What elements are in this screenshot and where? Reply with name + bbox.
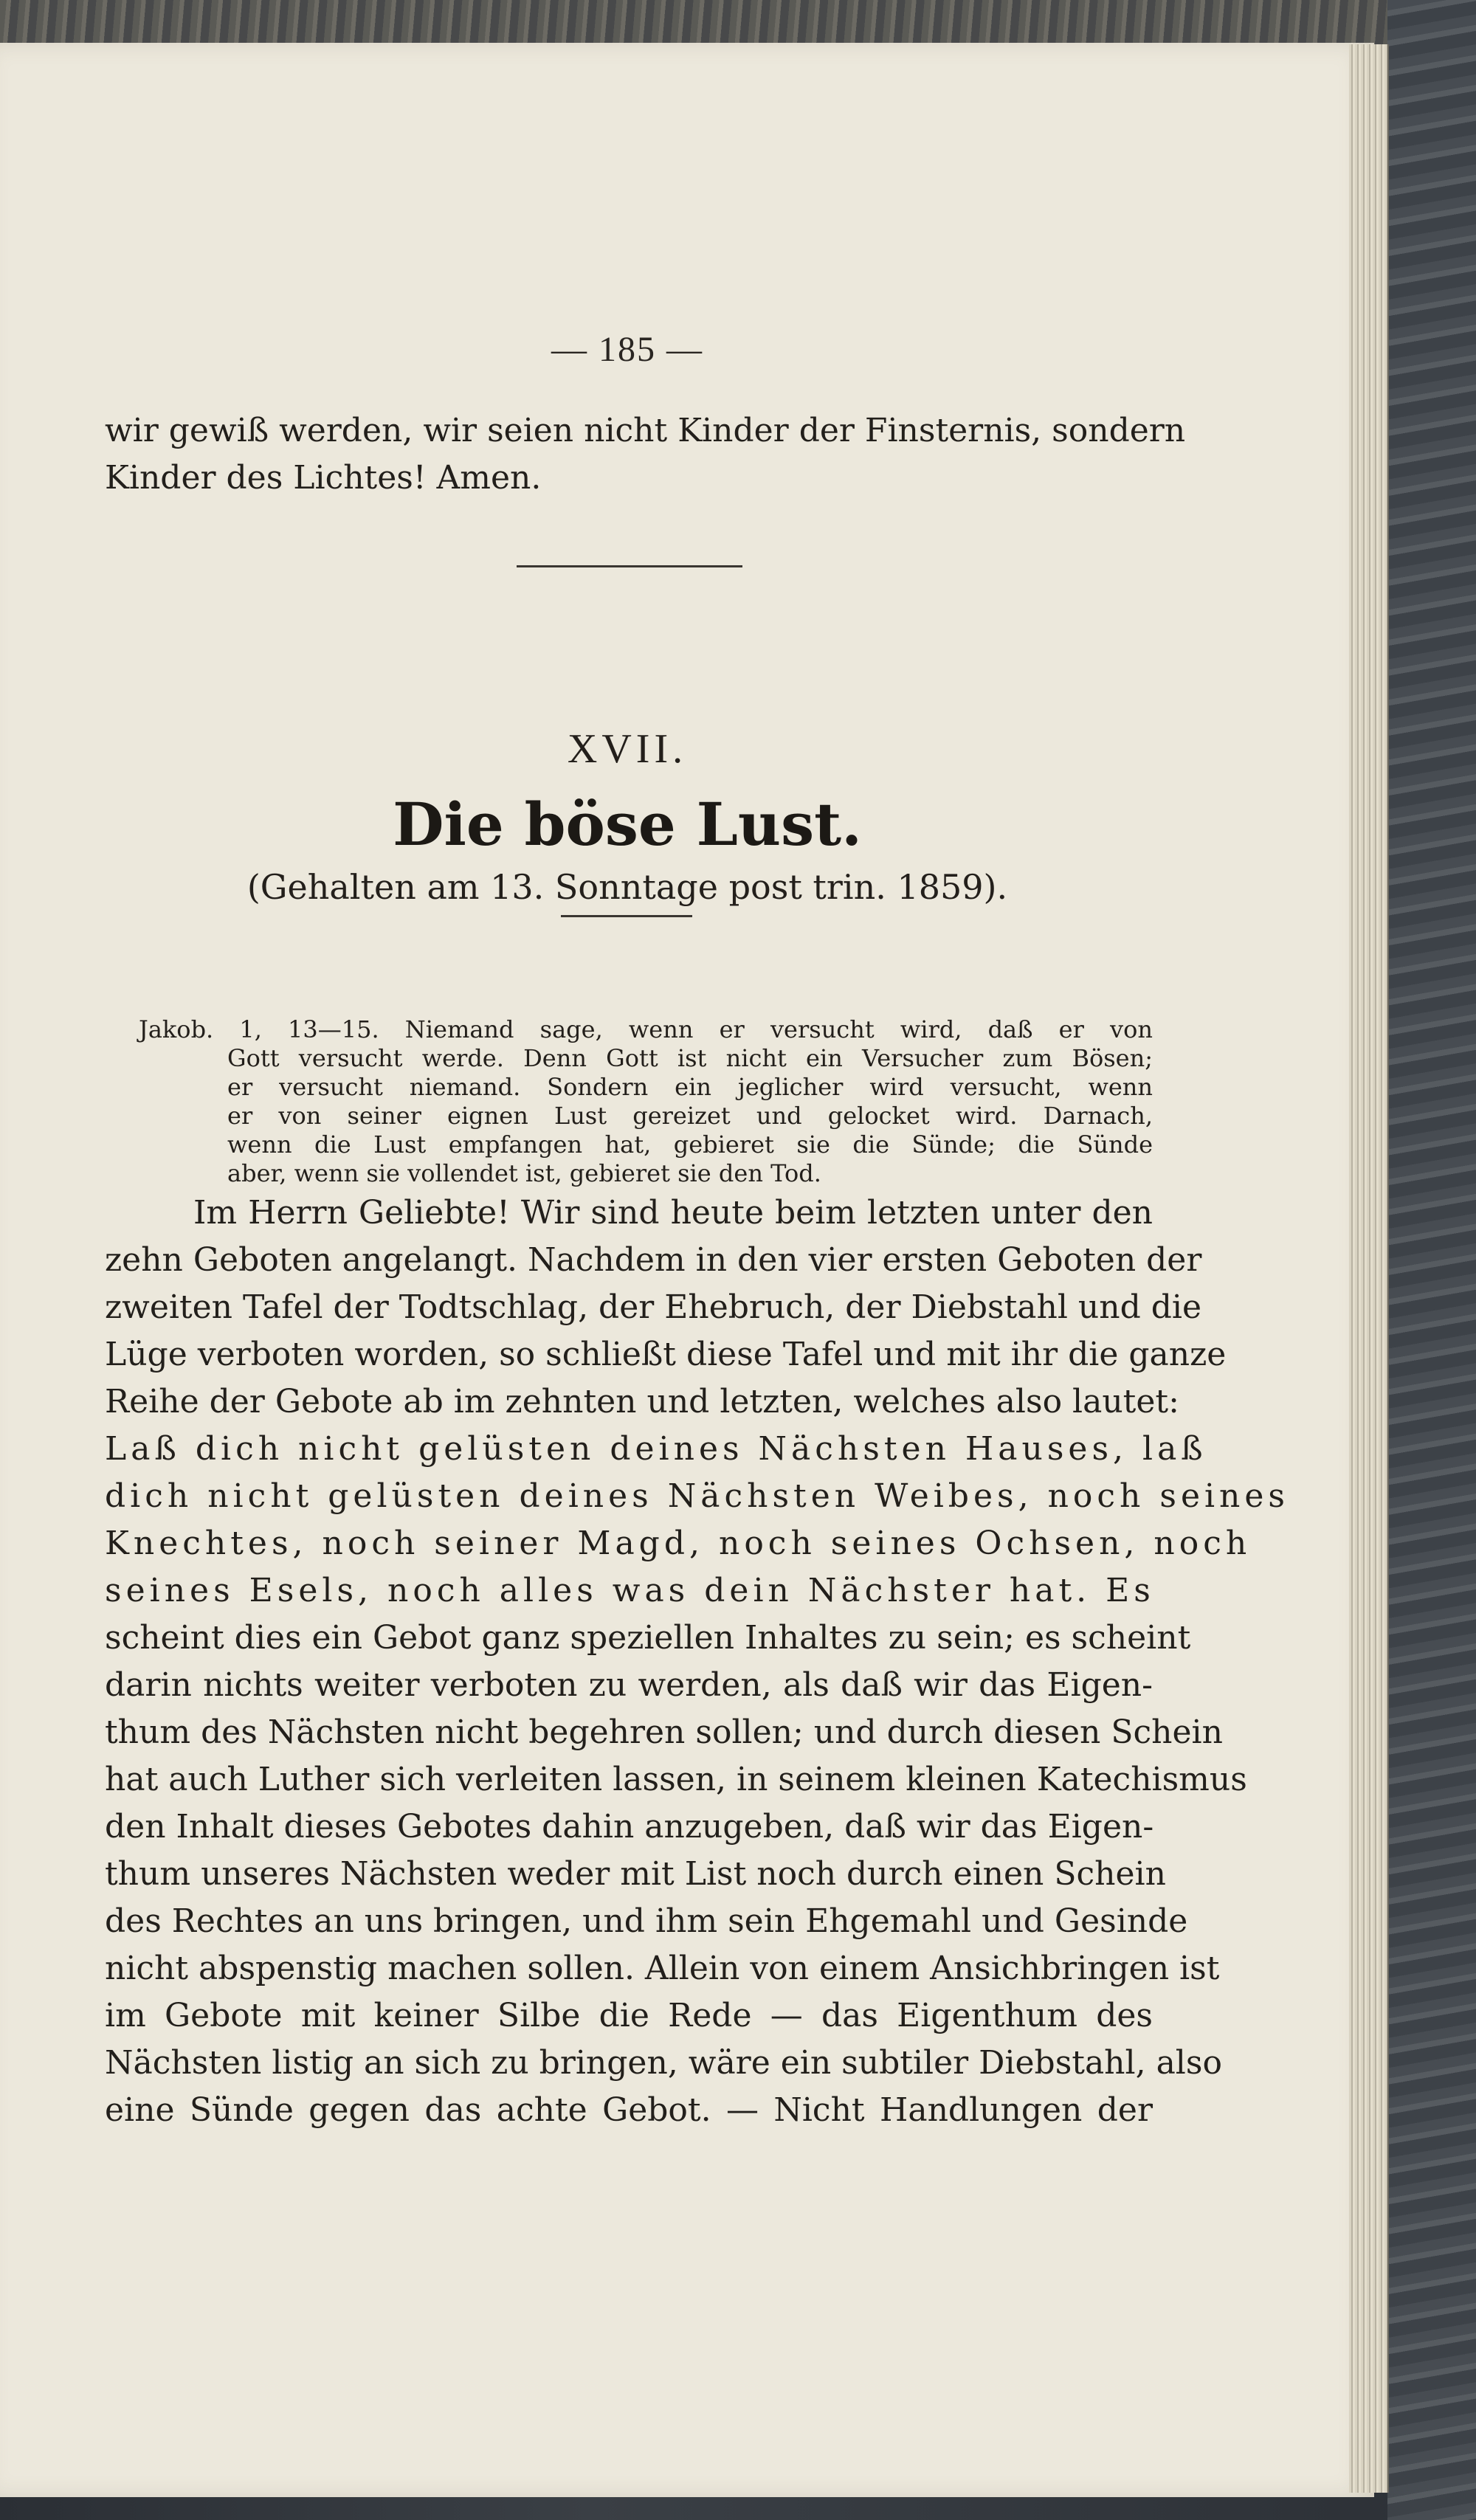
epigraph-line: Gott versucht werde. Denn Gott ist nicht ein Versucher zum Bösen; [227,1044,1153,1072]
opening-paragraph [105,407,1186,502]
page-stack-edge [1349,44,1389,2493]
epigraph-line: aber, wenn sie vollendet ist, gebieret sie den Tod. [227,1159,821,1187]
text-line: Knechtes, noch seiner Magd, noch seines Ochsen, noch [105,1525,1252,1562]
text-line: Lüge verboten worden, so schließt diese Tafel und mit ihr die ganze [105,1336,1227,1373]
text-line: zehn Geboten angelangt. Nachdem in den vier ersten Geboten der [105,1241,1202,1279]
text-line: Reihe der Gebote ab im zehnten und letzten, welches also lautet: [105,1383,1179,1420]
text-line: eine Sünde gegen das achte Gebot. — Nicht Handlungen der [105,2091,1153,2129]
text-line: zweiten Tafel der Todtschlag, der Ehebruch, der Diebstahl und die [105,1288,1202,1326]
book-cover-right-edge [1387,0,1476,2520]
sermon-body [105,1190,1290,2134]
text-line: thum unseres Nächsten weder mit List noch durch einen Schein [105,1855,1166,1893]
chapter-subtitle: (Gehalten am 13. Sonntage post trin. 1859). [246,867,1008,907]
chapter-title: Die böse Lust. [393,790,862,859]
text-line: nicht abspenstig machen sollen. Allein von einem Ansichbringen ist [105,1950,1220,1987]
text-line: thum des Nächsten nicht begehren sollen; und durch diesen Schein [105,1713,1223,1751]
section-divider [517,565,742,567]
epigraph-line: wenn die Lust empfangen hat, gebieret sie die Sünde; die Sünde [227,1130,1153,1159]
text-line: hat auch Luther sich verleiten lassen, in seinem kleinen Katechismus [105,1761,1247,1798]
text-line: dich nicht gelüsten deines Nächsten Weibes, noch seines [105,1477,1290,1515]
text-line: des Rechtes an uns bringen, und ihm sein Ehgemahl und Gesinde [105,1902,1188,1940]
scripture-epigraph [139,1015,1153,1188]
text-line: wir gewiß werden, wir seien nicht Kinder der Finsternis, sondern [105,412,1186,449]
chapter-number: XVII. [567,726,688,772]
epigraph-line: er versucht niemand. Sondern ein jeglicher wird versucht, wenn [227,1073,1153,1101]
page-number: — 185 — [551,330,703,369]
epigraph-line: Jakob. 1, 13—15. Niemand sage, wenn er versucht wird, daß er von [139,1015,1153,1043]
text-line: den Inhalt dieses Gebotes dahin anzugeben, daß wir das Eigen- [105,1808,1154,1846]
text-line: seines Esels, noch alles was dein Nächster hat. Es [105,1572,1155,1609]
text-line: Laß dich nicht gelüsten deines Nächsten Hauses, laß [105,1430,1207,1468]
text-line: Nächsten listig an sich zu bringen, wäre ein subtiler Diebstahl, also [105,2044,1222,2082]
book-cover-top-edge [0,0,1476,47]
text-line: im Gebote mit keiner Silbe die Rede — das Eigenthum des [105,1997,1153,2034]
title-divider [561,915,692,917]
text-line: darin nichts weiter verboten zu werden, als daß wir das Eigen- [105,1666,1153,1704]
text-line: Kinder des Lichtes! Amen. [105,459,542,497]
text-line: Im Herrn Geliebte! Wir sind heute beim letzten unter den [193,1194,1153,1232]
text-line: scheint dies ein Gebot ganz speziellen Inhaltes zu sein; es scheint [105,1619,1191,1657]
epigraph-line: er von seiner eignen Lust gereizet und gelocket wird. Darnach, [227,1102,1153,1130]
book-page [0,43,1374,2497]
